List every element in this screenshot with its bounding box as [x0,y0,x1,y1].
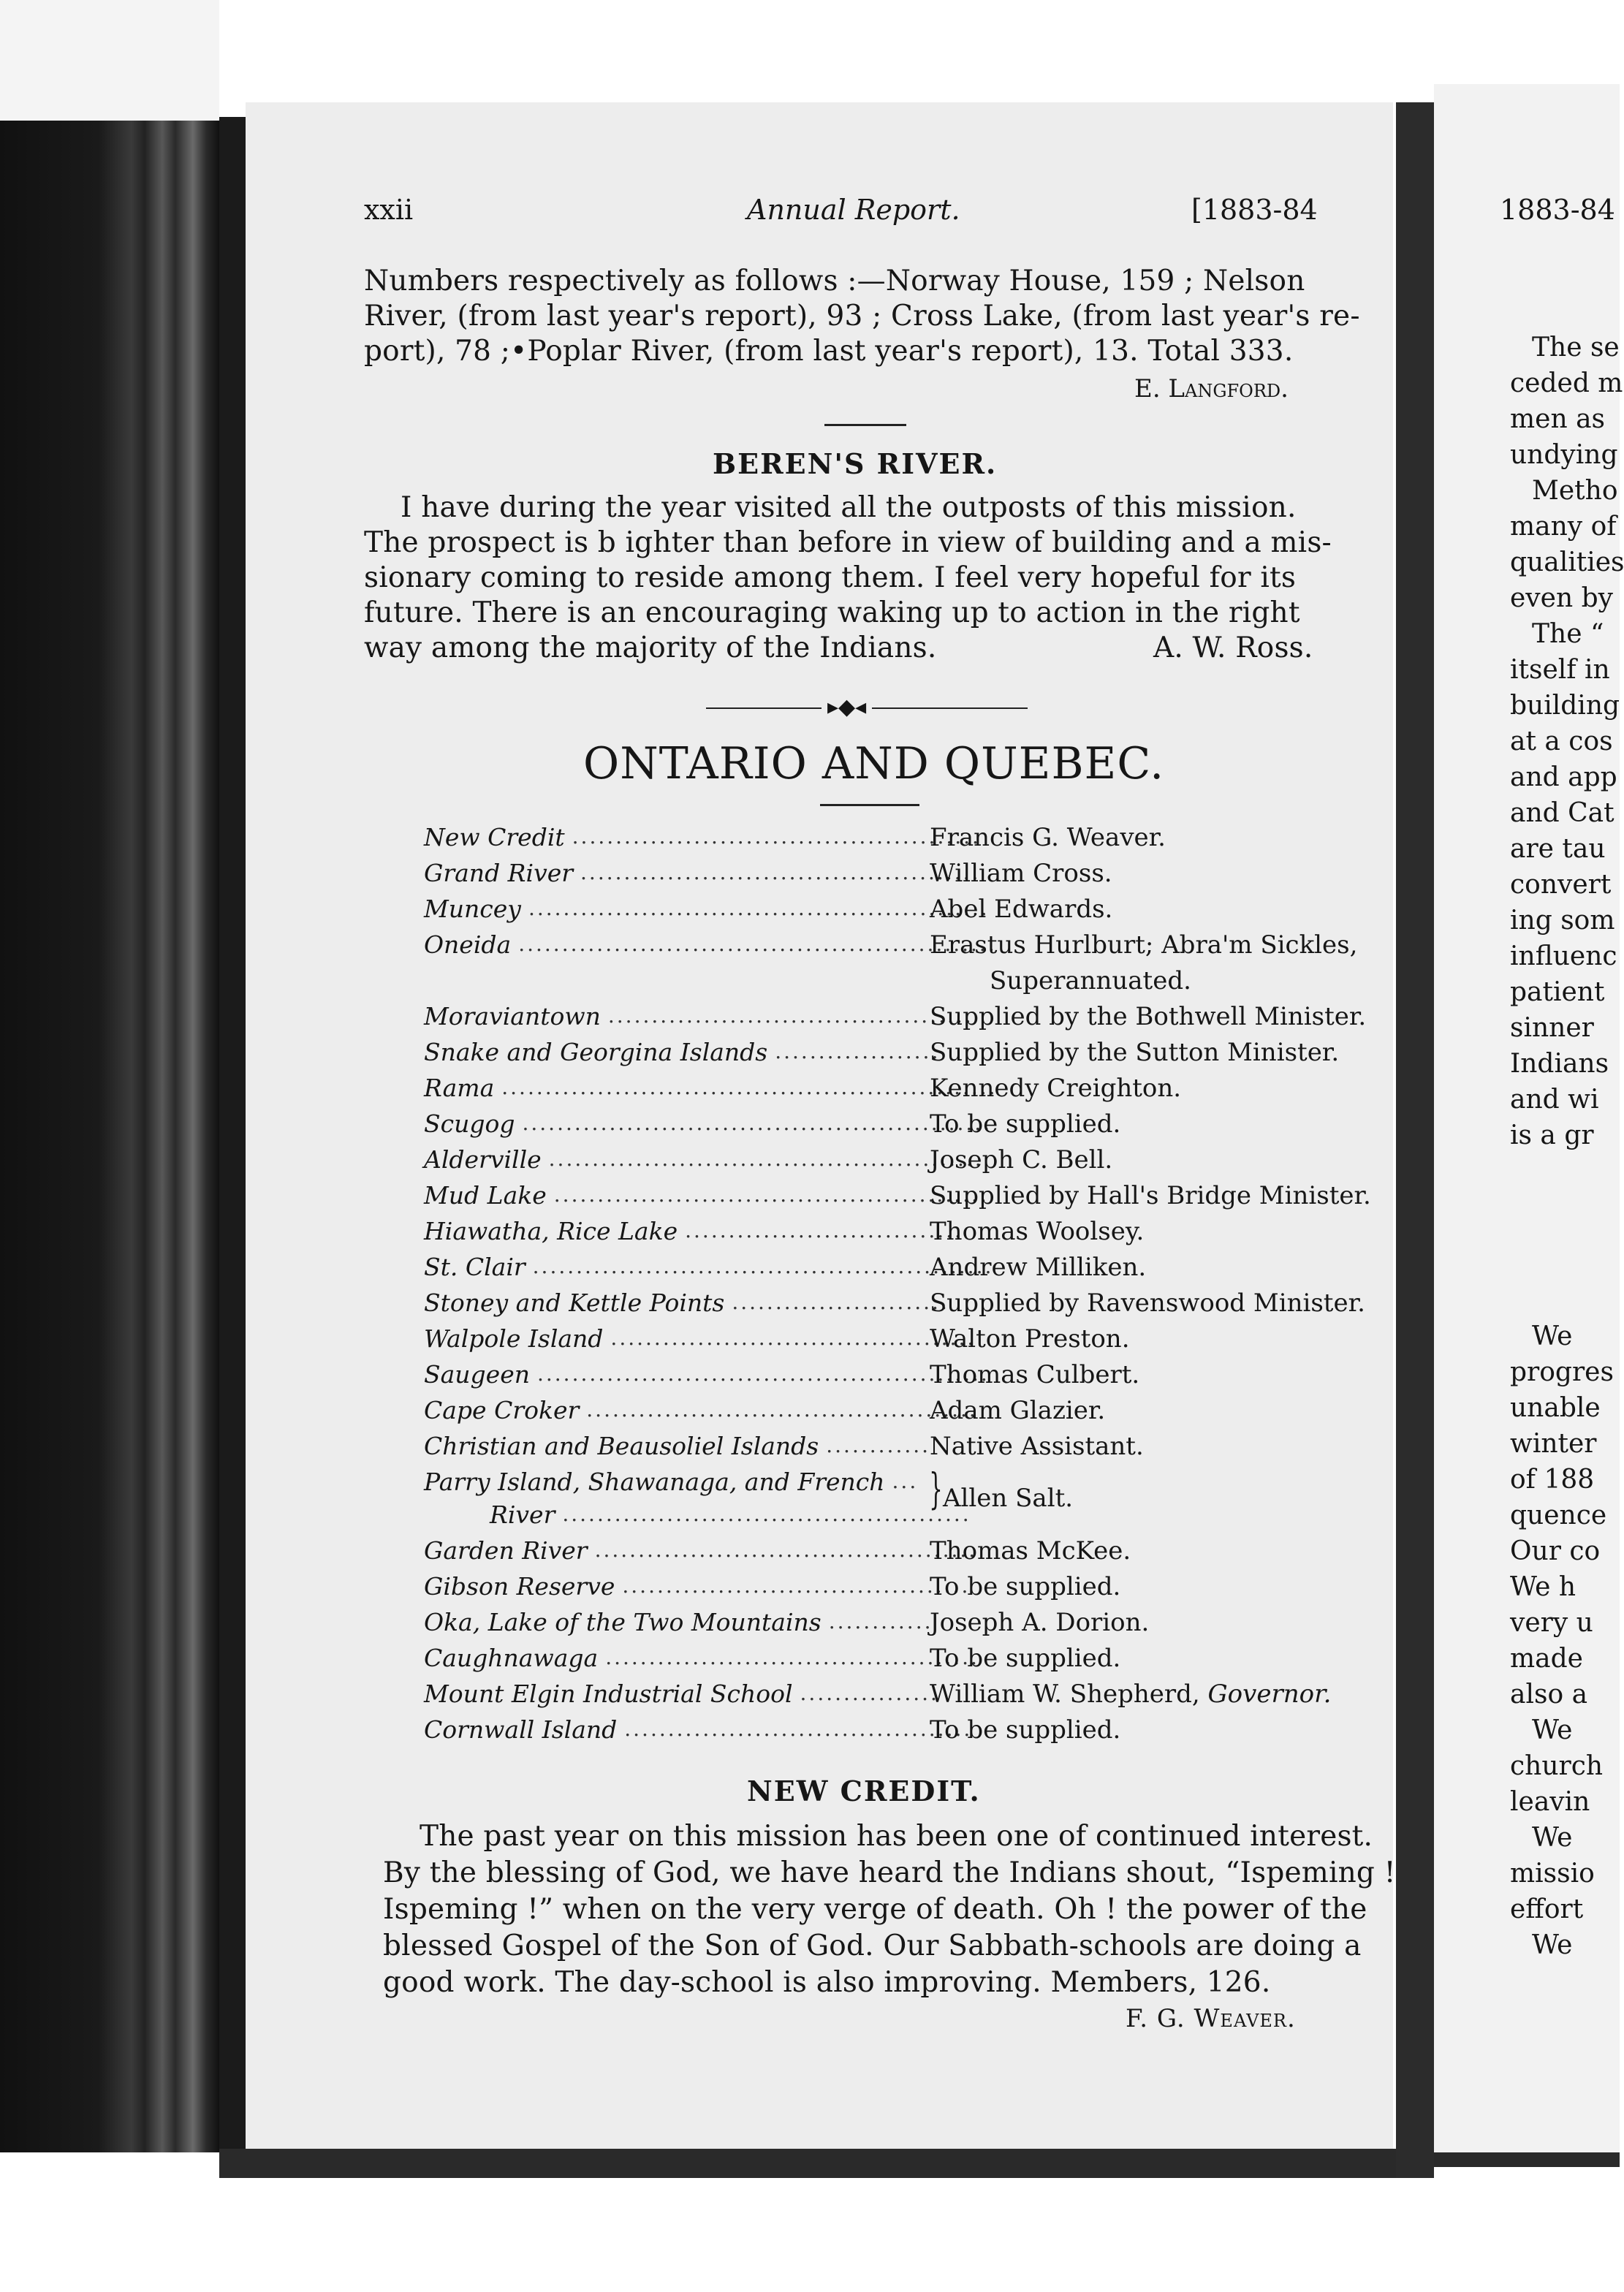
facing-page-fragment: is a gr [1510,1120,1594,1150]
station-minister: Francis G. Weaver. [930,823,1166,852]
facing-page-fragment: building [1510,691,1620,721]
station-minister: William Cross. [930,859,1112,888]
facing-page-fragment: ing som [1510,906,1615,936]
facing-page-fragment: also a [1510,1680,1588,1709]
page-border [219,117,246,2156]
facing-page-bottom-border [1434,2152,1620,2167]
facing-page-fragment: ceded m [1510,368,1623,398]
station-mission: Christian and Beausoliel Islands [424,1432,819,1460]
dot-leader: .......................................... [607,1003,974,1028]
facing-page-fragment: qualities [1510,547,1624,577]
facing-page-fragment: progres [1510,1357,1614,1387]
station-minister: Adam Glazier. [930,1396,1106,1425]
station-minister: To be supplied. [930,1572,1121,1601]
dot-leader: .......................................... [610,1326,976,1350]
station-mission: Scugog [424,1109,515,1138]
station-mission: Moraviantown [424,1002,601,1031]
station-mission: Alderville [424,1145,542,1174]
station-minister: To be supplied. [930,1715,1121,1745]
station-minister: Thomas Culbert. [930,1360,1140,1389]
body-line: River, (from last year's report), 93 ; Cross Lake, (from last year's re- [364,300,1360,333]
body-line: Numbers respectively as follows :—Norway House, 159 ; Nelson [364,265,1305,297]
body-line: By the blessing of God, we have heard the Indians shout, “Ispeming ! [383,1856,1396,1889]
dot-leader: ........................................ [624,1717,973,1741]
facing-page-fragment: We [1532,1715,1573,1745]
station-mission: St. Clair [424,1253,525,1281]
facing-page-fragment: and app [1510,762,1617,792]
station-mission: Garden River [424,1536,588,1565]
dot-leader: ....................................................... [518,932,997,956]
facing-year-label: 1883-84 [1500,194,1615,226]
facing-page-fragment: winter [1510,1429,1597,1459]
facing-page-fragment: Indians [1510,1049,1609,1079]
station-minister: Supplied by the Bothwell Minister. [930,1002,1367,1031]
book-edge [0,121,219,2152]
body-line: I have during the year visited all the outposts of this mission. [401,491,1297,524]
facing-page-fragment: even by [1510,583,1613,613]
year-label: [1883-84 [1191,194,1318,226]
station-minister: Allen Salt. [943,1484,1074,1513]
bracket: } [929,1464,943,1514]
facing-page-fragment: leavin [1510,1787,1590,1817]
dot-leader: ............................................. [586,1397,978,1422]
body-line: blessed Gospel of the Son of God. Our Sabbath-schools are doing a [383,1929,1362,1962]
station-mission: River [490,1500,555,1529]
section-heading: NEW CREDIT. [747,1775,981,1807]
dot-leader: .................................................... [536,1362,990,1386]
facing-page-fragment: at a cos [1510,726,1613,756]
body-line: way among the majority of the Indians. [364,631,937,664]
signature: E. Langford. [1134,374,1289,403]
station-minister: Native Assistant. [930,1432,1144,1461]
facing-page-fragment: and Cat [1510,798,1614,828]
facing-page-fragment: convert [1510,870,1612,900]
body-line: Ispeming !” when on the very verge of death. Oh ! the power of the [383,1893,1367,1926]
station-minister: Supplied by the Sutton Minister. [930,1038,1340,1067]
station-minister: Joseph A. Dorion. [930,1608,1150,1637]
dot-leader: ........................................... [605,1645,979,1669]
facing-page-fragment: effort [1510,1894,1584,1924]
facing-page-fragment: We [1532,1321,1573,1351]
station-mission: Oneida [424,930,512,959]
book-gutter [1396,102,1434,2178]
dot-leader: ... [892,1469,919,1493]
dot-leader: .................................................. [548,1147,984,1171]
dot-leader: ..................................................... [528,896,990,920]
station-minister: Thomas McKee. [930,1536,1131,1566]
station-mission: Oka, Lake of the Two Mountains [424,1608,822,1636]
dot-leader: .............................................. [580,860,981,884]
dot-leader: ..................................................... [532,1254,994,1278]
facing-page-fragment: missio [1510,1859,1595,1889]
facing-page-fragment: We [1532,1823,1573,1853]
station-minister: Kennedy Creighton. [930,1074,1182,1103]
station-minister-title: Governor. [1199,1680,1332,1709]
station-minister: Superannuated. [990,966,1191,995]
dot-leader: ................... [775,1039,941,1063]
facing-page-fragment: church [1510,1751,1604,1781]
body-line: future. There is an encouraging waking up to action in the right [364,596,1300,629]
station-mission: Stoney and Kettle Points [424,1289,725,1317]
facing-page-fragment: sinner [1510,1013,1594,1043]
facing-page-fragment: The se [1532,333,1620,363]
facing-page-fragment: unable [1510,1393,1601,1423]
station-mission: Muncey [424,895,521,923]
station-mission: Snake and Georgina Islands [424,1038,768,1066]
facing-page-fragment: Metho [1532,476,1618,506]
facing-page-fragment: patient [1510,977,1605,1007]
facing-page-fragment: We h [1510,1572,1576,1602]
station-minister: Erastus Hurlburt; Abra'm Sickles, [930,930,1358,960]
facing-page-fragment: Our co [1510,1536,1601,1566]
facing-page-fragment: of 188 [1510,1465,1595,1495]
station-minister: Andrew Milliken. [930,1253,1147,1282]
facing-page-fragment: influenc [1510,941,1617,971]
body-line: port), 78 ;•Poplar River, (from last year's report), 13. Total 333. [364,335,1294,368]
dot-leader: ................ [800,1681,939,1705]
station-mission: Gibson Reserve [424,1572,615,1601]
station-mission: Mud Lake [424,1181,547,1210]
running-title: Annual Report. [747,194,960,226]
facing-page-fragment: many of [1510,512,1617,542]
facing-page-fragment: We [1532,1930,1573,1960]
facing-page-fragment: itself in [1510,655,1610,685]
facing-page-fragment: are tau [1510,834,1606,864]
facing-page-fragment: made [1510,1644,1583,1674]
section-heading: ONTARIO AND QUEBEC. [583,738,1165,789]
facing-page-fragment: very u [1510,1608,1593,1638]
station-minister: To be supplied. [930,1644,1121,1673]
signature: F. G. Weaver. [1126,2004,1296,2033]
station-minister: Joseph C. Bell. [930,1145,1113,1175]
dot-leader: ............................................... [572,824,981,849]
station-minister: Abel Edwards. [930,895,1113,924]
facing-page-fragment: quence [1510,1500,1607,1530]
dot-leader: ............ [828,1609,933,1633]
dot-leader: ............ [826,1433,931,1457]
dot-leader: ............................................... [562,1502,971,1526]
station-minister: Supplied by Ravenswood Minister. [930,1289,1365,1318]
section-rule [824,424,906,426]
body-line: The past year on this mission has been one of continued interest. [420,1820,1373,1853]
station-mission: Caughnawaga [424,1644,599,1672]
station-mission: Rama [424,1074,495,1102]
station-mission: Mount Elgin Industrial School [424,1680,793,1708]
station-mission: Hiawatha, Rice Lake [424,1217,678,1245]
body-line: The prospect is b ighter than before in view of building and a mis- [364,526,1332,559]
dot-leader: ................................ [685,1218,963,1242]
station-minister: Walton Preston. [930,1324,1130,1354]
page-bottom-border [219,2149,1403,2178]
station-mission: Saugeen [424,1360,530,1389]
section-rule [820,804,919,806]
scan-margin [0,0,219,121]
station-mission: Parry Island, Shawanaga, and French [424,1468,885,1496]
station-mission: Cornwall Island [424,1715,618,1744]
body-line: sionary coming to reside among them. I feel very hopeful for its [364,561,1297,594]
dot-leader: ........................................ [622,1574,971,1598]
section-heading: BEREN'S RIVER. [713,447,998,480]
station-minister: Thomas Woolsey. [930,1217,1145,1246]
dot-leader: ......................................................... [501,1075,998,1099]
dot-leader: ...................................................... [522,1111,993,1135]
body-line: good work. The day-school is also improving. Members, 126. [383,1966,1271,1999]
station-mission: Grand River [424,859,574,887]
station-mission: New Credit [424,823,565,851]
dot-leader: .................................................. [553,1183,989,1207]
facing-page-fragment: The “ [1532,619,1604,649]
dot-leader: ......................... [732,1290,949,1314]
station-minister: William W. Shepherd, Governor. [930,1680,1332,1709]
facing-page-fragment: undying [1510,440,1618,470]
page-number: xxii [364,194,414,226]
station-minister: Supplied by Hall's Bridge Minister. [930,1181,1371,1210]
ornament-icon: ▸◆◂ [822,694,872,720]
facing-page-fragment: and wi [1510,1085,1599,1115]
dot-leader: ............................................ [594,1538,978,1562]
station-minister: To be supplied. [930,1109,1121,1139]
station-mission: Walpole Island [424,1324,604,1353]
station-mission: Cape Croker [424,1396,580,1424]
signature: A. W. Ross. [1153,631,1313,664]
facing-page-fragment: men as [1510,404,1606,434]
